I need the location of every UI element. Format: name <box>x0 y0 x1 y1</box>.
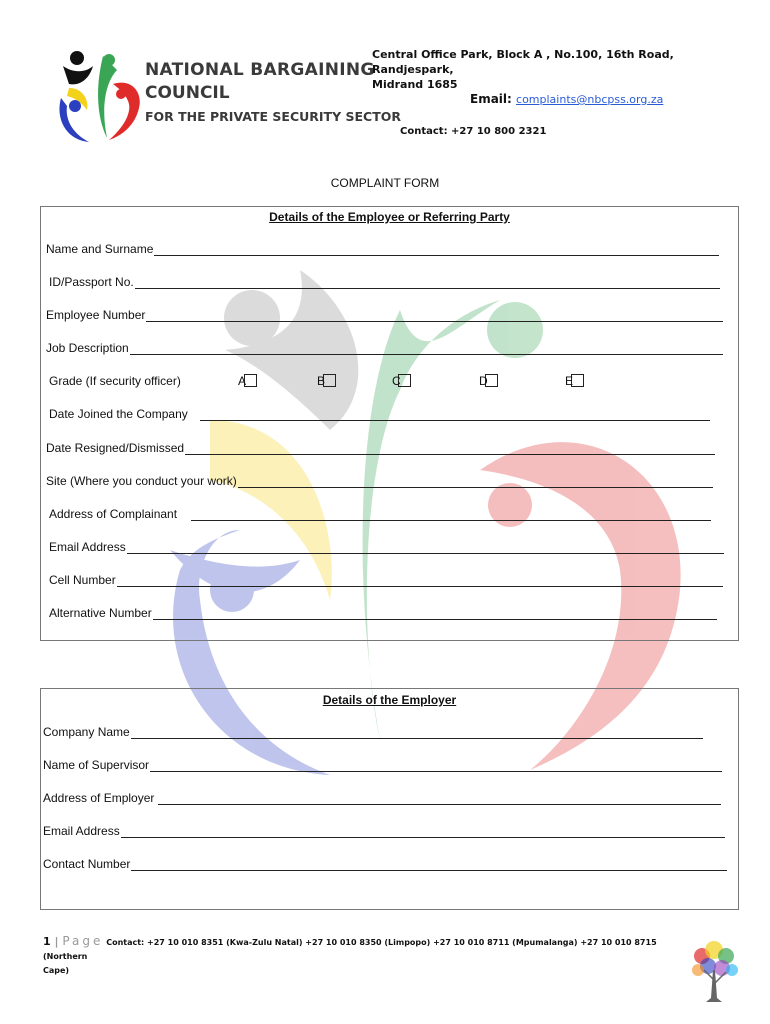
grade-row <box>49 374 609 392</box>
grade-option-a[interactable] <box>238 374 257 389</box>
site-label: Site (Where you conduct your work) <box>46 474 237 488</box>
employer-address-input-line[interactable] <box>158 793 721 805</box>
name-field[interactable] <box>46 242 719 256</box>
complainant-address-label: Address of Complainant <box>49 507 178 521</box>
logo-line-3: FOR THE PRIVATE SECURITY SECTOR <box>145 109 401 124</box>
employer-contact-input-line[interactable] <box>131 859 727 871</box>
date-joined-label: Date Joined the Company <box>49 407 188 421</box>
date-joined-input-line[interactable] <box>200 409 710 421</box>
cell-number-label: Cell Number <box>49 573 116 587</box>
date-resigned-field[interactable] <box>46 441 715 455</box>
email-link[interactable]: complaints@nbcpss.org.za <box>516 93 664 106</box>
grade-option-b[interactable] <box>317 374 336 389</box>
company-name-field[interactable] <box>43 725 703 739</box>
grade-label: Grade (If security officer) <box>49 374 181 388</box>
employer-contact-label: Contact Number <box>43 857 131 871</box>
grade-option-d[interactable] <box>479 374 498 389</box>
alternative-number-field[interactable] <box>49 606 717 620</box>
address-line-1: Central Office Park, Block A , No.100, 16th Road, Randjespark, <box>372 48 674 76</box>
employer-email-label: Email Address <box>43 824 120 838</box>
footer-contacts-1: Contact: +27 10 010 8351 (Kwa-Zulu Natal) +27 10 010 8350 (Limpopo) +27 10 010 8711 (Mpumalanga) +27 10 010 8715 (Northern <box>43 938 657 961</box>
cell-number-field[interactable] <box>49 573 723 587</box>
grade-a-label: A <box>238 374 247 388</box>
alternative-number-input-line[interactable] <box>153 608 717 620</box>
email-label: Email: <box>470 92 512 106</box>
date-joined-field[interactable] <box>49 407 710 421</box>
employer-email-input-line[interactable] <box>121 826 725 838</box>
address-line-2: Midrand 1685 <box>372 78 458 91</box>
alternative-number-label: Alternative Number <box>49 606 152 620</box>
tree-icon <box>688 940 740 1004</box>
employee-number-field[interactable] <box>46 308 723 322</box>
id-field[interactable] <box>49 275 720 289</box>
employer-contact-field[interactable] <box>43 857 727 871</box>
job-description-label: Job Description <box>46 341 129 355</box>
office-address <box>372 47 742 92</box>
employer-details-section <box>40 688 739 910</box>
employer-address-label: Address of Employer <box>43 791 155 805</box>
id-input-line[interactable] <box>135 277 720 289</box>
employee-number-label: Employee Number <box>46 308 146 322</box>
date-resigned-label: Date Resigned/Dismissed <box>46 441 185 455</box>
grade-option-c[interactable] <box>392 374 411 389</box>
employee-number-input-line[interactable] <box>146 310 723 322</box>
grade-c-label: C <box>392 374 401 388</box>
employer-address-field[interactable] <box>43 791 721 805</box>
supervisor-field[interactable] <box>43 758 722 772</box>
employee-section-title: Details of the Employee or Referring Party <box>269 210 510 224</box>
logo-line-1: NATIONAL BARGAINING <box>145 60 375 80</box>
office-contact: Contact: +27 10 800 2321 <box>400 126 547 137</box>
page-number: 1 <box>43 935 51 948</box>
grade-b-label: B <box>317 374 326 388</box>
supervisor-label: Name of Supervisor <box>43 758 150 772</box>
email-block <box>470 92 663 106</box>
site-input-line[interactable] <box>238 476 713 488</box>
email-input-line[interactable] <box>127 542 724 554</box>
company-name-label: Company Name <box>43 725 130 739</box>
company-name-input-line[interactable] <box>131 727 703 739</box>
email-field[interactable] <box>49 540 724 554</box>
footer-contacts-2: Cape) <box>43 966 70 975</box>
complainant-address-field[interactable] <box>49 507 711 521</box>
job-description-field[interactable] <box>46 341 723 355</box>
email-address-label: Email Address <box>49 540 126 554</box>
name-input-line[interactable] <box>154 244 719 256</box>
name-label: Name and Surname <box>46 242 154 256</box>
cell-number-input-line[interactable] <box>117 575 723 587</box>
page-footer: 1 | Page Contact: +27 10 010 8351 (Kwa-Zulu Natal) +27 10 010 8350 (Limpopo) +27 10 010 8711 (Mpumalanga) +27 10 010 8715 (Northern Cape) <box>43 934 693 978</box>
logo-wordmark <box>145 60 401 124</box>
employer-section-title: Details of the Employer <box>322 693 457 707</box>
date-resigned-input-line[interactable] <box>185 443 715 455</box>
employee-details-section <box>40 206 739 641</box>
job-description-input-line[interactable] <box>130 343 723 355</box>
id-label: ID/Passport No. <box>49 275 134 289</box>
supervisor-input-line[interactable] <box>150 760 722 772</box>
employer-email-field[interactable] <box>43 824 725 838</box>
logo-line-2: COUNCIL <box>145 83 230 103</box>
site-field[interactable] <box>46 474 713 488</box>
grade-d-label: D <box>479 374 488 388</box>
form-title: COMPLAINT FORM <box>330 176 440 190</box>
grade-e-label: E <box>565 374 574 388</box>
complainant-address-input-line[interactable] <box>191 509 711 521</box>
grade-option-e[interactable] <box>565 374 584 389</box>
page-label: Page <box>62 934 104 948</box>
